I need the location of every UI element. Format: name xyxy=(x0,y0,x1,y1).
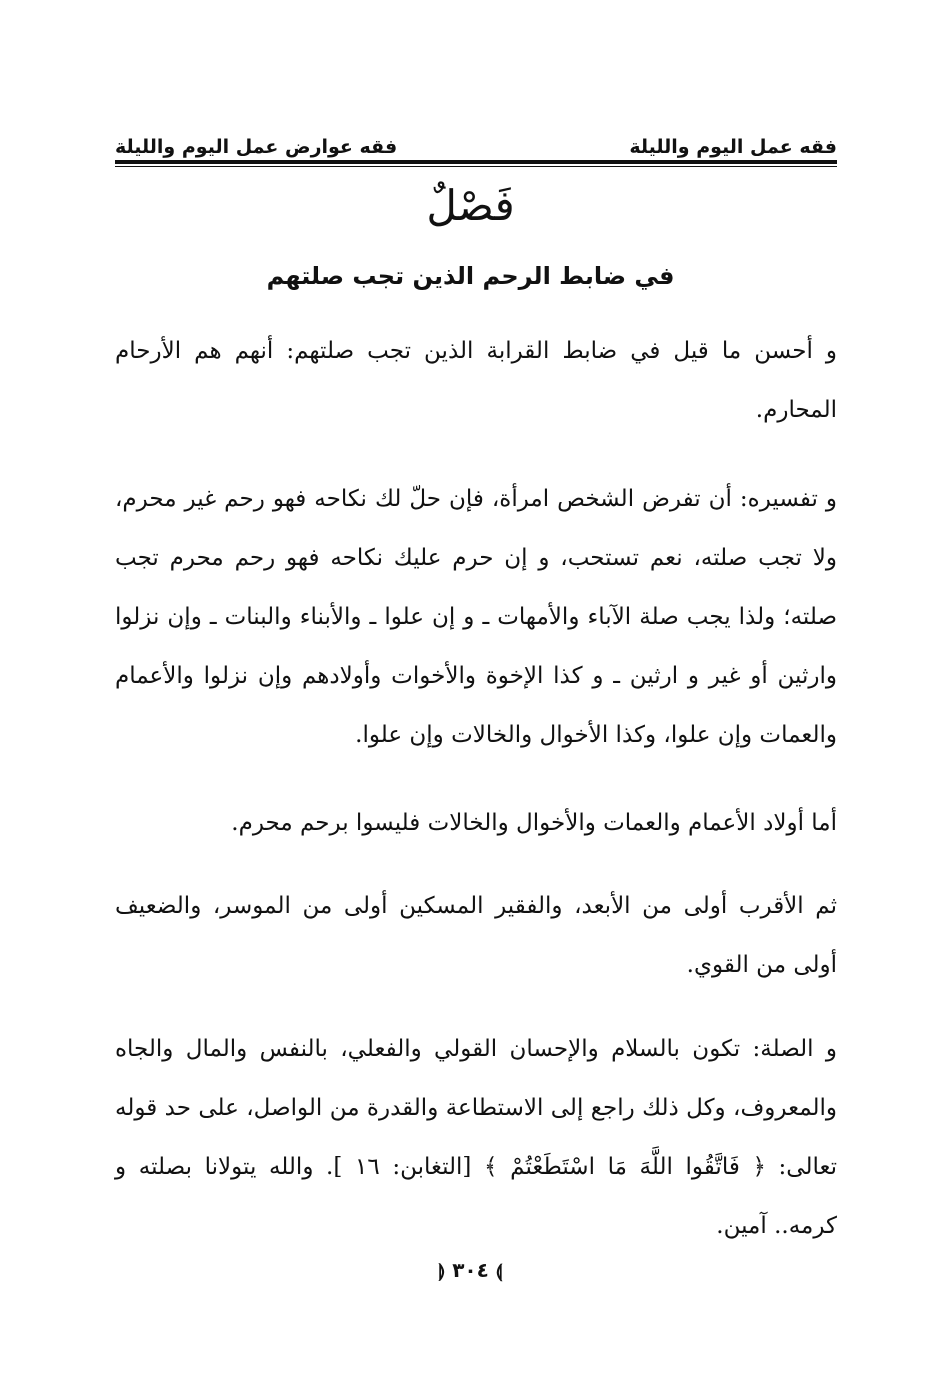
paragraph-2: و تفسيره: أن تفرض الشخص امرأة، فإن حلّ لك نكاحه فهو رحم غير محرم، ولا تجب صلته، نعم تستحب، و إن حرم عليك نكاحه فهو رحم محرم تجب صلته؛ ولذا يجب صلة الآباء والأمهات ـ و إن علوا ـ والأبناء والبنات ـ وإن نزلوا وارثين أو غير و ارثين ـ و كذا الإخوة والأخوات وأولادهم وإن نزلوا والأعمام والعمات وإن علوا، وكذا الأخوال والخالات وإن علوا. xyxy=(115,486,837,748)
page-number-block xyxy=(0,1256,941,1286)
paragraph-4: ثم الأقرب أولى من الأبعد، والفقير المسكين أولى من الموسر، والضعيف أولى من القوي. xyxy=(115,893,837,978)
section-heading-word: فَصْلٌ xyxy=(426,181,515,230)
page-number: ٣٠٤ xyxy=(452,1258,489,1282)
paragraph-5: و الصلة: تكون بالسلام والإحسان القولي والفعلي، بالنفس والمال والجاه والمعروف، وكل ذلك راجع إلى الاستطاعة والقدرة من الواصل، على حد قوله تعالى: ﴿ فَاتَّقُوا اللَّهَ مَا اسْتَطَعْتُمْ ﴾ [التغابن: ١٦ ]. والله يتولانا بصلته و كرمه.. آمين. xyxy=(115,1036,837,1239)
header-rule-thick xyxy=(115,160,837,164)
section-title: في ضابط الرحم الذين تجب صلتهم xyxy=(266,262,675,290)
ornament-left: ⟬ xyxy=(438,1261,446,1282)
running-header xyxy=(115,128,837,158)
paragraph-3: أما أولاد الأعمام والعمات والأخوال والخالات فليسوا برحم محرم. xyxy=(231,810,837,836)
header-book-title: فقه عمل اليوم والليلة xyxy=(629,136,837,158)
header-rule-thin xyxy=(115,166,837,167)
paragraph-1: و أحسن ما قيل في ضابط القرابة الذين تجب صلتهم: أنهم هم الأرحام المحارم. xyxy=(115,338,837,423)
header-chapter-title: فقه عوارض عمل اليوم والليلة xyxy=(115,136,398,158)
ornament-right: ⟭ xyxy=(495,1261,503,1282)
